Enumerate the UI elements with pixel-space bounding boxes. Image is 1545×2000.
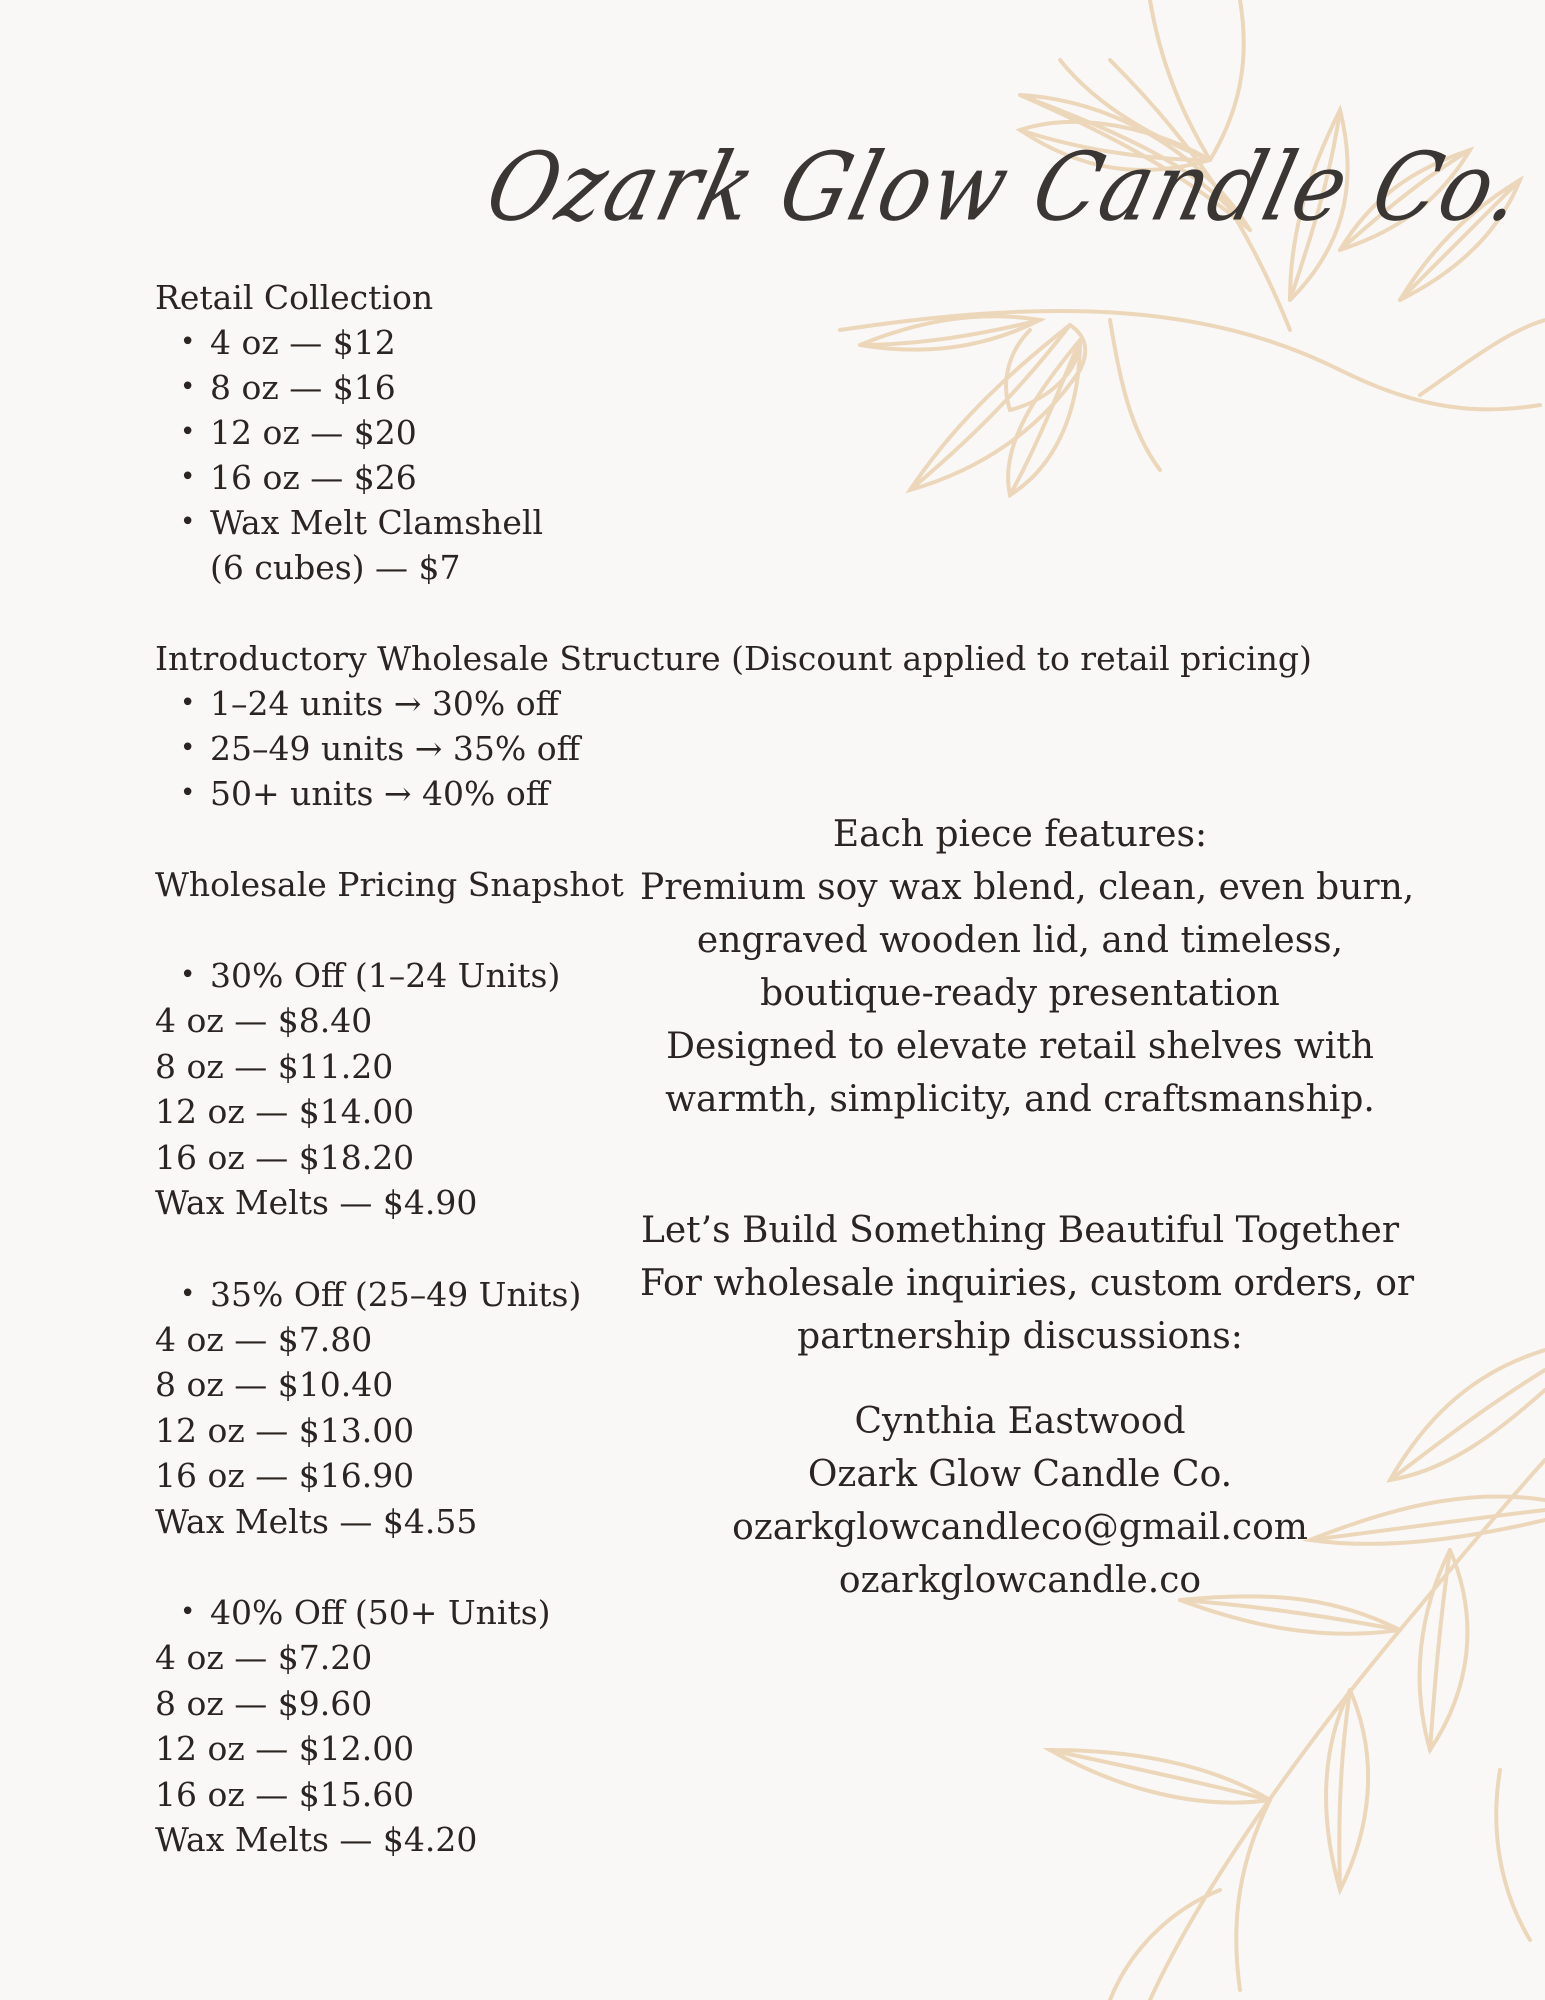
features-line: Premium soy wax blend, clean, even burn, <box>640 867 1415 908</box>
price-line: 12 oz — $12.00 <box>155 1729 415 1768</box>
tier-heading: • 35% Off (25–49 Units) <box>155 1272 715 1317</box>
price-line: 4 oz — $7.20 <box>155 1638 373 1677</box>
price-line: 12 oz — $13.00 <box>155 1410 415 1450</box>
list-item-wax-melt <box>210 500 715 590</box>
pricing-snapshot-title: Wholesale Pricing Snapshot <box>155 865 624 904</box>
list-item: • 50+ units → 40% off <box>210 771 715 816</box>
wax-melt-line2: (6 cubes) — $7 <box>210 548 461 587</box>
contact-email[interactable]: ozarkglowcandleco@gmail.com <box>732 1507 1308 1548</box>
cta-line: partnership discussions: <box>797 1316 1243 1357</box>
tier-heading: • 40% Off (50+ Units) <box>155 1590 715 1635</box>
cta-block <box>640 1204 1415 1363</box>
list-item: • 4 oz — $12 <box>210 320 715 365</box>
features-line: boutique-ready presentation <box>760 973 1280 1014</box>
wax-melt-line1: Wax Melt Clamshell <box>210 503 544 542</box>
tier-heading: • 30% Off (1–24 Units) <box>155 953 715 998</box>
price-line: Wax Melts — $4.90 <box>155 1183 478 1222</box>
contact-website[interactable]: ozarkglowcandle.co <box>838 1560 1202 1601</box>
tier-block-30 <box>155 953 715 1226</box>
cta-line: For wholesale inquiries, custom orders, or <box>640 1263 1415 1304</box>
price-line: 8 oz — $9.60 <box>155 1683 373 1723</box>
brand-logo <box>476 128 1536 278</box>
features-line: Each piece features: <box>832 814 1208 855</box>
features-line: warmth, simplicity, and craftsmanship. <box>665 1079 1375 1120</box>
contact-company: Ozark Glow Candle Co. <box>807 1454 1233 1495</box>
wholesale-tier-list <box>155 681 715 816</box>
price-line: 8 oz — $11.20 <box>155 1046 394 1086</box>
list-item: • 16 oz — $26 <box>210 455 715 500</box>
price-line: 8 oz — $10.40 <box>155 1365 394 1404</box>
retail-collection-title: Retail Collection <box>155 278 434 317</box>
features-block <box>640 808 1415 1126</box>
price-line: 12 oz — $14.00 <box>155 1092 415 1131</box>
features-line: engraved wooden lid, and timeless, <box>696 920 1344 961</box>
list-item: • 8 oz — $16 <box>210 365 715 410</box>
contact-name: Cynthia Eastwood <box>854 1401 1186 1442</box>
price-line: Wax Melts — $4.20 <box>155 1820 478 1859</box>
wholesale-structure-title: Introductory Wholesale Structure (Discount applied to retail pricing) <box>155 639 1312 678</box>
retail-price-list <box>155 320 715 590</box>
tier-block-35 <box>155 1272 715 1545</box>
price-line: 4 oz — $8.40 <box>155 1001 373 1040</box>
price-line: 4 oz — $7.80 <box>155 1319 373 1359</box>
price-line: Wax Melts — $4.55 <box>155 1501 478 1541</box>
brand-name: Ozark Glow Candle Co. <box>476 132 1536 242</box>
list-item: • 1–24 units → 30% off <box>210 681 715 726</box>
cta-line: Let’s Build Something Beautiful Together <box>640 1210 1400 1251</box>
list-item: • 25–49 units → 35% off <box>210 726 715 771</box>
contact-block <box>640 1395 1400 1607</box>
price-line: 16 oz — $18.20 <box>155 1137 415 1177</box>
tier-block-40 <box>155 1590 715 1863</box>
price-line: 16 oz — $15.60 <box>155 1774 415 1814</box>
price-line: 16 oz — $16.90 <box>155 1456 415 1495</box>
info-column <box>640 808 1415 1607</box>
features-line: Designed to elevate retail shelves with <box>666 1026 1374 1067</box>
list-item: • 12 oz — $20 <box>210 410 715 455</box>
